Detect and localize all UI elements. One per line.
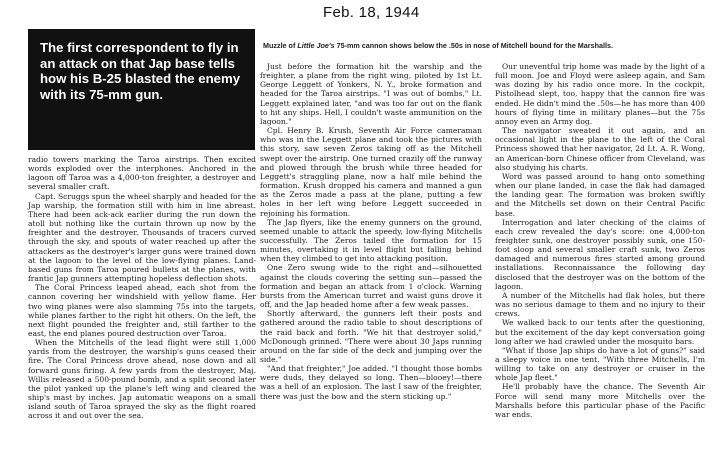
paragraph: Our uneventful trip home was made by the light of a full moon. Joe and Floyd were asleep again, and Sam was dozing by his radio once more. In the cockpit, Pistolhead slept, too, happy that the cannon fire was ended. He didn't mind the .50s—he has more than 400 hours of flying time in military planes—but the 75s annoy even an Army dog. [495,62,705,126]
paragraph: When the Mitchells of the lead flight were still 1,000 yards from the destroyer, the warship's guns ceased their fire. The Coral Princess drove ahead, nose down and all forward guns firing. A few yards from the destroyer, Maj. Willis released a 500-pound bomb, and a split second later the pilot yanked up the plane's left wing and cleared the ship's mast by inches. Jap automatic weapons on a small island south of Taroa sprayed the sky as the flight roared across it and out over the sea. [28,338,256,421]
paragraph: A number of the Mitchells had flak holes, but there was no serious damage to them and no injury to their crews. [495,290,705,319]
paragraph: radio towers marking the Taroa airstrips. Then excited words exploded over the interphones. Anchored in the lagoon off Taroa was a 4,000-ton freighter, a destroyer and several smaller craft. [28,155,256,192]
article-column-1 [28,155,256,421]
paragraph: The navigator sweated it out again, and an occasional light in the plane to the left of the Coral Princess showed that her navigator, 2d Lt. A. R. Wong, an American-born Chinese officer from Cleveland, was also studying his charts. [495,126,705,172]
paragraph: One Zero swung wide to the right and—silhouetted against the clouds covering the setting sun—passed the formation and began an attack from 1 o'clock. Warning bursts from the American turret and waist guns drove it off, and the Jap headed home after a few weak passes. [260,263,482,310]
paragraph: We walked back to our tents after the questioning, but the excitement of the day kept conversation going long after we had crawled under the mosquito bars. [495,318,705,346]
paragraph: Capt. Scruggs spun the wheel sharply and headed for the Jap warship, the formation still with him in line abreast. There had been ack-ack earlier during the run down the atoll but nothing like the curtain thrown up now by the freighter and the destroyer. Thousands of tracers curved through the sky, and spouts of water reached up after the attackers as the destroyer's larger guns were trained down at the lagoon to the level of the low-flying planes. Land-based guns from Taroa poured bullets at the planes, with frantic Jap gunners attempting hopeless deflection shots. [28,191,256,284]
article-headline: The first correspondent to fly in an attack on that Jap base tells how his B-25 blasted the enemy with its 75-mm gun. [40,40,241,102]
paragraph: Cpl. Henry B. Krush, Seventh Air Force cameraman who was in the Leggett plane and took the pictures with this story, saw seven Zeros taking off as the Mitchell swept over the airstrip. One turned crazily off the runway and plowed through the brush while three headed for Leggett's straggling plane, now a half mile behind the formation. Krush dropped his camera and manned a gun as the Zeros made a pass at the plane, putting a few holes in her left wing before Leggett succeeded in rejoining his formation. [260,126,482,218]
paragraph: The Coral Princess leaped ahead, each shot from the cannon covering her windshield with yellow flame. Her two wing planes were also slamming 75s into the targets, while planes farther to the right hit others. On the left, the next flight pounded the freighter and, still farther to the east, the end planes poured destruction over Taroa. [28,283,256,338]
caption-part-1: Muzzle of [263,41,298,50]
paragraph: "What if those Jap ships do have a lot of guns?" said a sleepy voice in one tent. "With three Mitchells, I'm willing to take on any destroyer or cruiser in the whole Jap fleet." [495,345,705,383]
article-column-3 [495,62,705,419]
paragraph: Just before the formation hit the warship and the freighter, a plane from the right wing, piloted by 1st Lt. George Leggett of Yonkers, N. Y., broke formation and headed for the Taroa airstrips. "I was out of bombs," Lt. Leggett explained later, "and was too far out on the flank to hit any ships. Hell, I couldn't waste ammunition on the lagoon." [260,62,482,126]
article-column-2 [260,62,482,401]
paragraph: He'll probably have the chance. The Seventh Air Force will send many more Mitchells over the Marshalls before this particular phase of the Pacific war ends. [495,382,705,419]
date-stamp: Feb. 18, 1944 [323,4,420,21]
paragraph: "And that freighter," Joe added. "I thought those bombs were duds, they delayed so long. Then—blooey!—there was a hell of an explosion. The last I saw of the freighter, there was just the bow and the stern sticking up." [260,364,482,401]
paragraph: Interrogation and later checking of the claims of each crew revealed the day's score: one 4,000-ton freighter sunk, one destroyer possibly sunk, one 150-foot sloop and several smaller craft sunk, two Zeros damaged and numerous fires started among ground installations. Reconnaissance the following day disclosed that the destroyer was on the bottom of the lagoon. [495,217,705,291]
paragraph: Shortly afterward, the gunners left their posts and gathered around the radio table to shout descriptions of the raid back and forth. "We hit that destroyer solid," McDonough grinned. "There were about 30 Japs running around on the far side of the deck and jumping over the side." [260,309,482,364]
paragraph: Word was passed around to hang onto something when our plane landed, in case the flak had damaged the landing gear. The formation was broken swiftly and the Mitchells set down on their Central Pacific base. [495,171,705,218]
photo-caption [263,41,703,50]
caption-part-2: 75-mm cannon shows below the .50s in nose of Mitchell bound for the Marshalls. [334,41,613,50]
paragraph: The Jap flyers, like the enemy gunners on the ground, seemed unable to attack the speedy, low-flying Mitchells successfully. The Zeros tailed the formation for 15 minutes, overtaking it in level flight but falling behind when they climbed to get into attacking position. [260,217,482,264]
caption-italic: Little Joe's [297,41,335,50]
